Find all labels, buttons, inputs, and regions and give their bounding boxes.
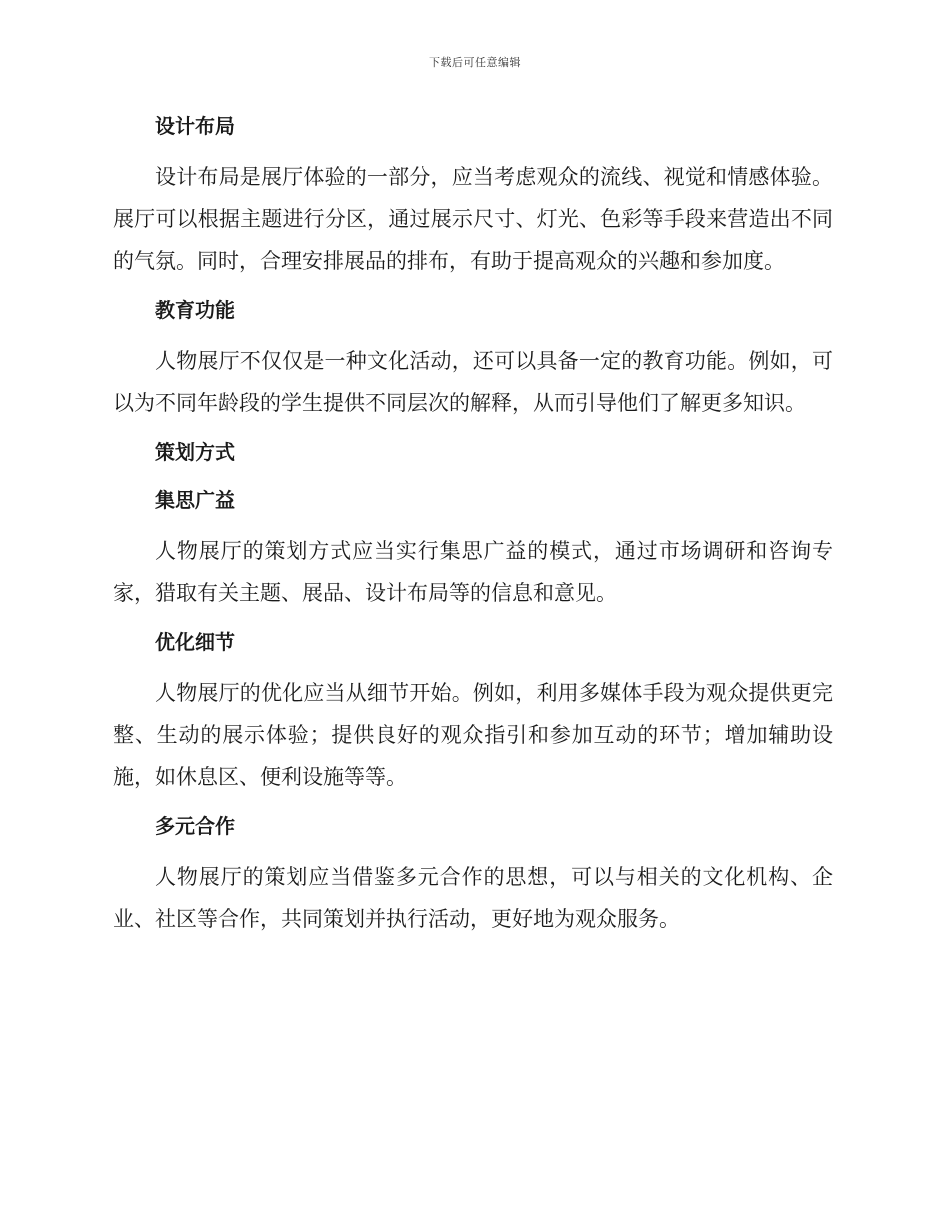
section-heading-cooperation: 多元合作 — [155, 814, 235, 838]
section-heading-planning: 策划方式 — [155, 440, 235, 464]
section-body-layout: 设计布局是展厅体验的一部分，应当考虑观众的流线、视觉和情感体验。展厅可以根据主题进行分区，通过展示尺寸、灯光、色彩等手段来营造出不同的气氛。同时，合理安排展品的排布，有助于提高观众的兴趣和参加度。 — [113, 165, 833, 273]
section-heading-layout: 设计布局 — [155, 114, 235, 138]
header-note: 下载后可任意编辑 — [429, 56, 521, 69]
section-body-cooperation: 人物展厅的策划应当借鉴多元合作的思想，可以与相关的文化机构、企业、社区等合作，共同策划并执行活动，更好地为观众服务。 — [113, 865, 833, 931]
section-heading-details: 优化细节 — [155, 630, 235, 654]
section-body-education: 人物展厅不仅仅是一种文化活动，还可以具备一定的教育功能。例如，可以为不同年龄段的学生提供不同层次的解释，从而引导他们了解更多知识。 — [113, 349, 833, 415]
document-content — [113, 108, 833, 950]
section-heading-education: 教育功能 — [155, 298, 235, 322]
section-body-details: 人物展厅的优化应当从细节开始。例如，利用多媒体手段为观众提供更完整、生动的展示体验；提供良好的观众指引和参加互动的环节；增加辅助设施，如休息区、便利设施等等。 — [113, 681, 833, 789]
section-body-brainstorm: 人物展厅的策划方式应当实行集思广益的模式，通过市场调研和咨询专家，猎取有关主题、展品、设计布局等的信息和意见。 — [113, 539, 833, 605]
section-heading-brainstorm: 集思广益 — [155, 488, 235, 512]
